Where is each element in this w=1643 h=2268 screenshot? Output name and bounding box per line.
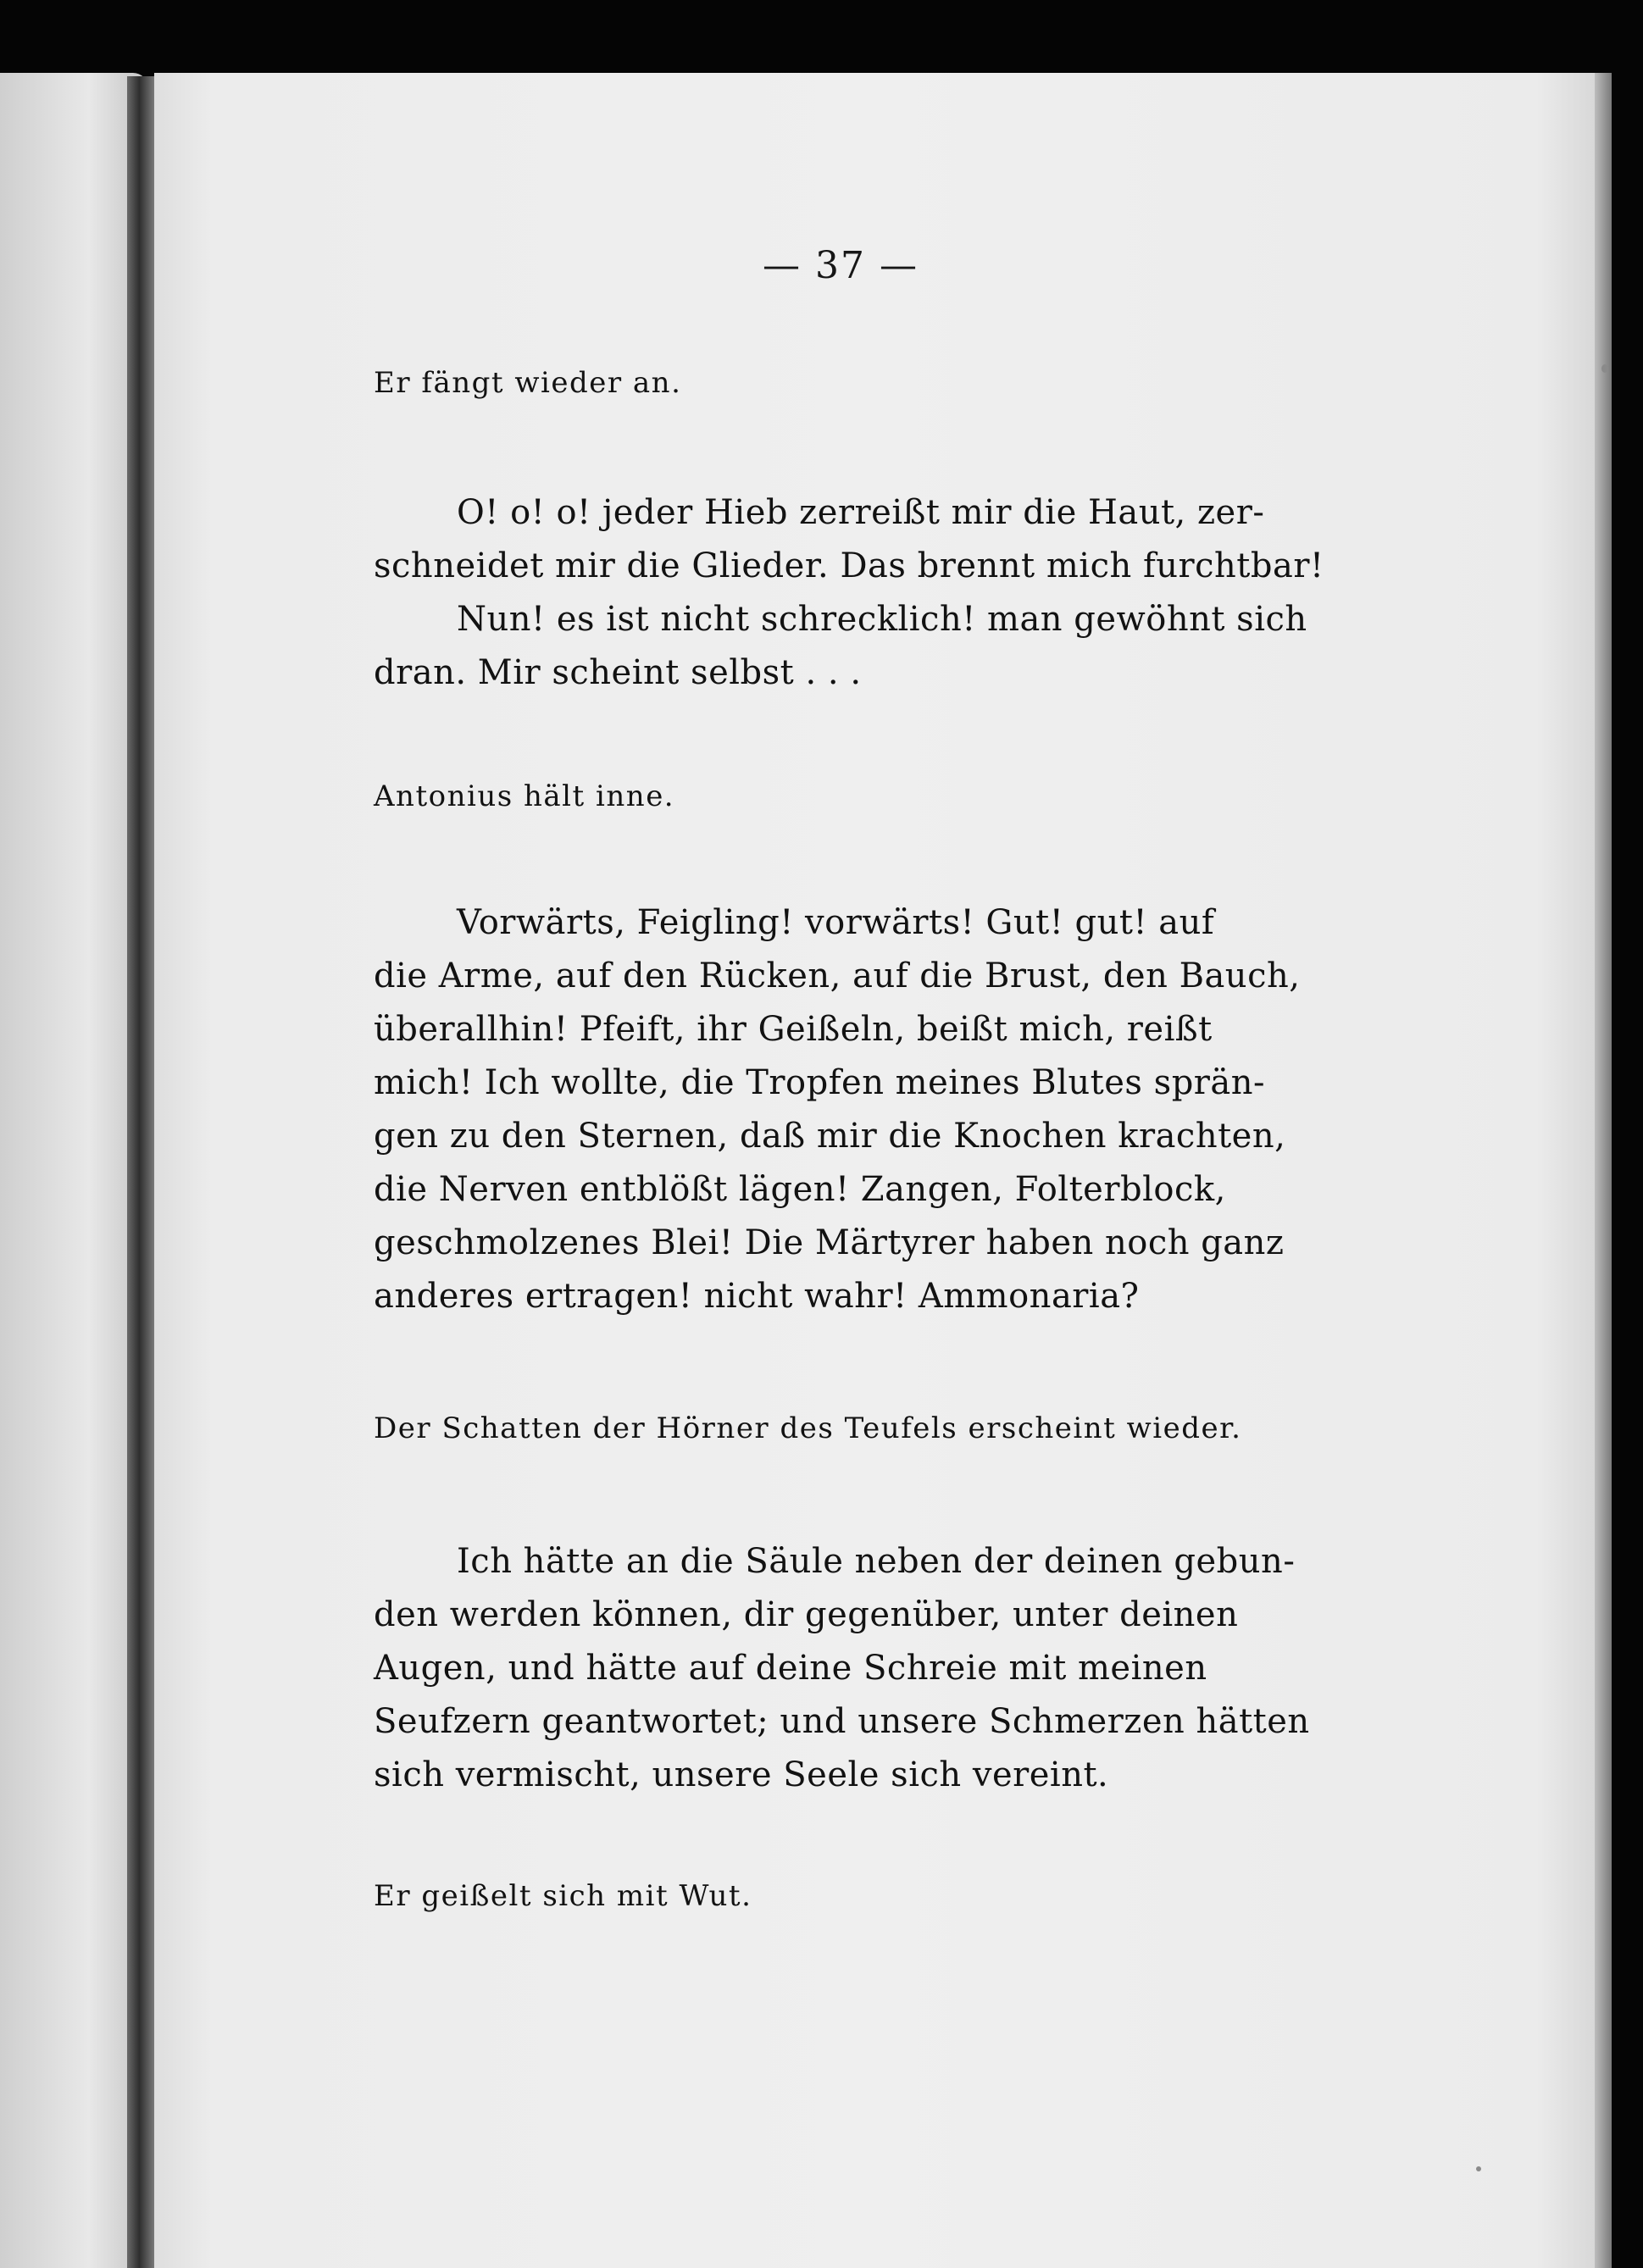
text-line: geschmolzenes Blei! Die Märtyrer haben noch ganz [374,1223,1285,1262]
text-line: Nun! es ist nicht schrecklich! man gewöhnt sich [457,600,1307,639]
book-gutter [127,76,158,2268]
scan-speck [1476,2166,1481,2171]
facing-page-edge [0,73,148,2268]
stage-direction: Der Schatten der Hörner des Teufels erscheint wieder. [374,1411,1242,1445]
stage-direction: Er geißelt sich mit Wut. [374,1879,752,1913]
stage-direction: Antonius hält inne. [374,779,675,813]
speech-paragraph [374,1535,1310,1802]
page-number: — 37 — [763,244,919,287]
text-line: Ich hätte an die Säule neben der deinen gebun- [457,1542,1296,1581]
text-line: die Nerven entblößt lägen! Zangen, Folterblock, [374,1170,1226,1209]
text-line: dran. Mir scheint selbst . . . [374,653,862,692]
text-line: den werden können, dir gegenüber, unter deinen [374,1595,1239,1634]
page-edge-shadow [1595,73,1612,2268]
text-line: überallhin! Pfeift, ihr Geißeln, beißt mich, reißt [374,1010,1213,1049]
text-line: O! o! o! jeder Hieb zerreißt mir die Haut, zer- [457,493,1265,532]
text-line: mich! Ich wollte, die Tropfen meines Blutes sprän- [374,1063,1266,1102]
stage-direction: Er fängt wieder an. [374,366,682,400]
scan-speck [1601,364,1608,373]
text-line: Seufzern geantwortet; und unsere Schmerzen hätten [374,1702,1310,1741]
text-line: anderes ertragen! nicht wahr! Ammonaria? [374,1277,1140,1316]
text-line: schneidet mir die Glieder. Das brennt mich furchtbar! [374,546,1324,585]
text-line: gen zu den Sternen, daß mir die Knochen krachten, [374,1117,1286,1156]
text-line: Vorwärts, Feigling! vorwärts! Gut! gut! auf [457,903,1215,942]
text-line: Augen, und hätte auf deine Schreie mit meinen [374,1649,1207,1688]
speech-paragraph [374,486,1324,700]
speech-paragraph [374,896,1301,1323]
text-line: sich vermischt, unsere Seele sich vereint. [374,1755,1109,1794]
text-line: die Arme, auf den Rücken, auf die Brust, den Bauch, [374,957,1301,995]
